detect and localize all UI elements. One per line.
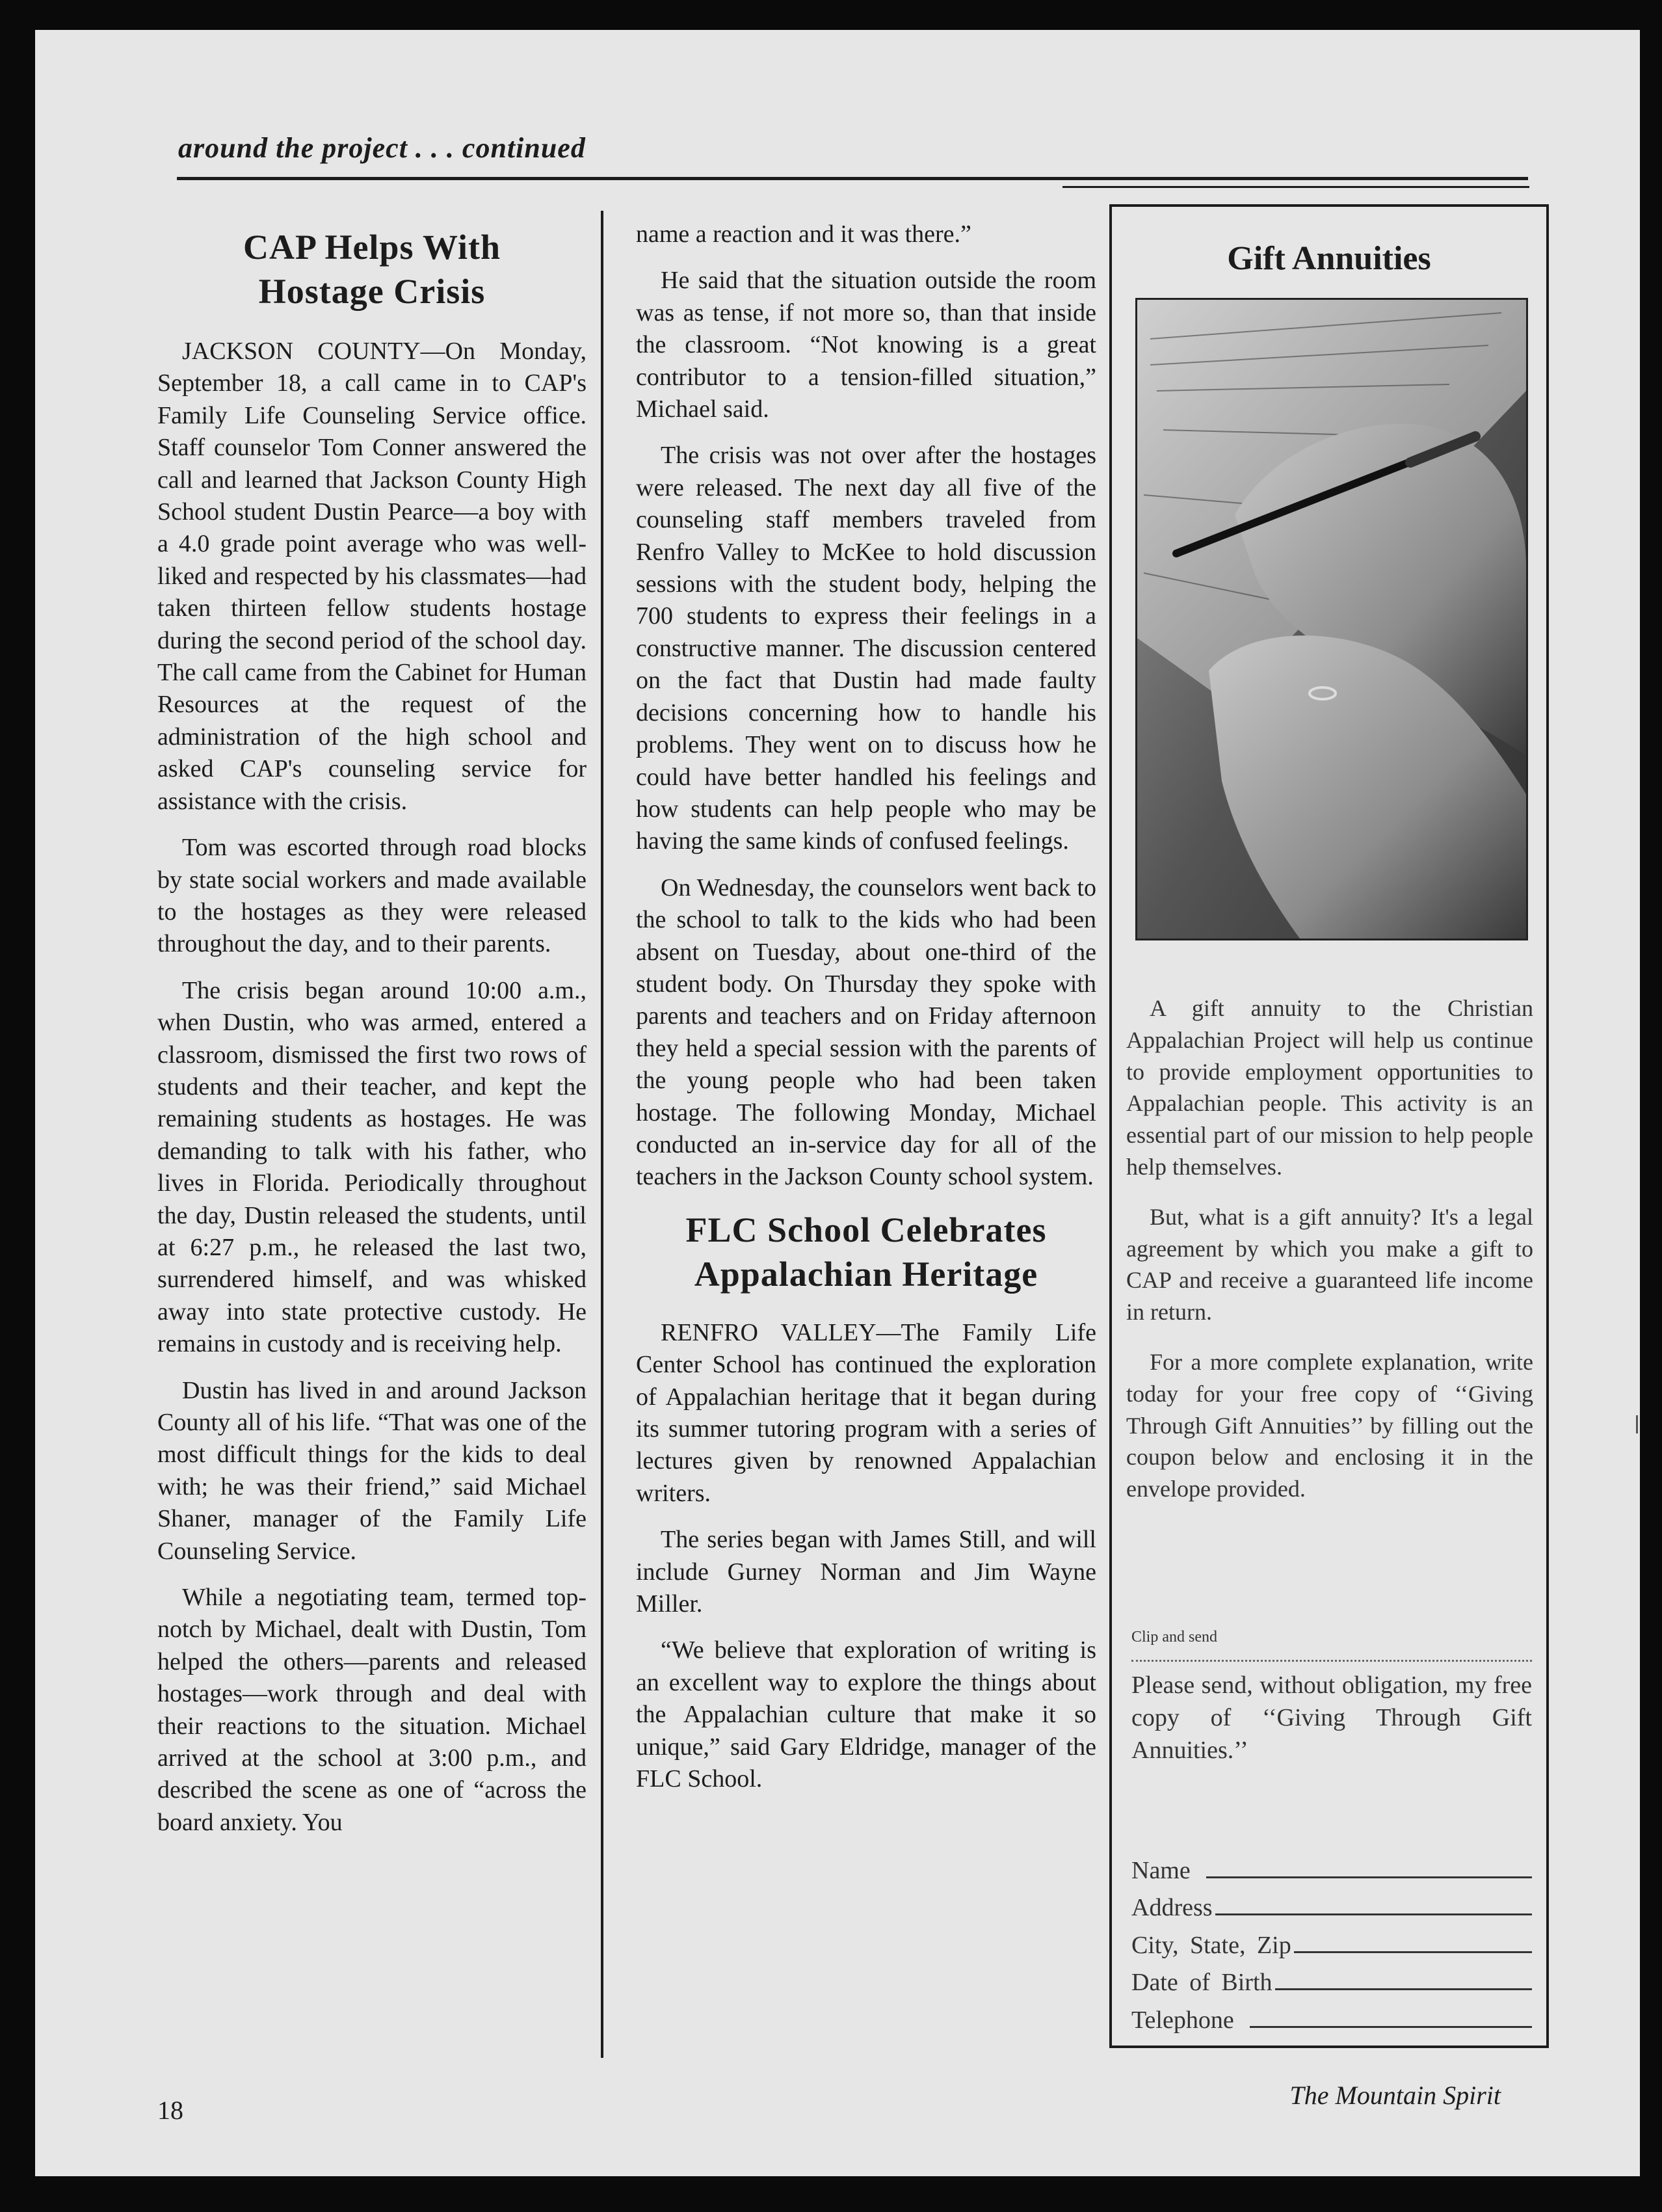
magazine-page bbox=[35, 30, 1640, 2176]
box-paragraph: For a more complete explanation, write today for your free copy of ‘‘Giving Through Gift Annuities’’ by filling out the coupon below and enclosing it in the envelope provided. bbox=[1126, 1348, 1533, 1502]
page-number: 18 bbox=[157, 2096, 183, 2125]
column-divider bbox=[601, 211, 603, 2058]
form-row-city-state-zip[interactable] bbox=[1131, 1922, 1532, 1960]
address-field-line[interactable] bbox=[1215, 1913, 1532, 1915]
photo-hand-signing-form bbox=[1135, 298, 1528, 940]
date-of-birth-field-line[interactable] bbox=[1275, 1988, 1532, 1990]
cut-line bbox=[1131, 1660, 1532, 1662]
article-paragraph: “We believe that exploration of writing is an excellent way to explore the things about the Appalachian culture that make it so unique,” said Gary Eldridge, manager of the FLC School. bbox=[636, 1636, 1096, 1793]
article-headline bbox=[636, 1208, 1096, 1296]
box-paragraph: But, what is a gift annuity? It's a legal agreement by which you make a gift to CAP and receive a guaranteed life income in return. bbox=[1126, 1203, 1533, 1326]
article-paragraph: JACKSON COUNTY—On Monday, September 18, a call came in to CAP's Family Life Counseling Service office. Staff counselor Tom Conner answered the call and learned that Jackson County High School student Dustin Pearce—a boy with a 4.0 grade point average who was well-liked and respected by his classmates—had taken thirteen fellow students hostage during the second period of the school day. The call came from the Cabinet for Human Resources at the request of the administration of the high school and asked CAP's counseling service for assistance with the crisis. bbox=[157, 338, 587, 815]
article-paragraph: Tom was escorted through road blocks by state social workers and made available to the hostages as they were released throughout the day, and to their parents. bbox=[157, 834, 587, 958]
city-state-zip-field-line[interactable] bbox=[1294, 1951, 1532, 1953]
form-row-telephone[interactable] bbox=[1131, 1997, 1532, 2034]
header-rule-secondary bbox=[1062, 186, 1529, 188]
headline-line: CAP Helps With bbox=[243, 228, 501, 267]
article-paragraph: On Wednesday, the counselors went back to the school to talk to the kids who had been absent on Tuesday, about one-third of the student body. On Thursday they spoke with parents and teachers and on Friday afternoon they held a special session with the parents of the young people who had been taken hostage. The following Monday, Michael conducted an in-service day for all of the teachers in the Jackson County school system. bbox=[636, 873, 1096, 1191]
article-paragraph: The crisis began around 10:00 a.m., when Dustin, who was armed, entered a classroom, dismissed the first two rows of students and their teacher, and kept the remaining students as hostages. He was demanding to talk with his father, who lives in Florida. Periodically throughout the day, Dustin released the students, until at 6:27 p.m., he released the last two, surrendered himself, and was whisked away into state protective custody. He remains in custody and is receiving help. bbox=[157, 976, 587, 1358]
field-label: Telephone bbox=[1131, 2006, 1234, 2034]
column-left bbox=[157, 225, 587, 1853]
box-title: Gift Annuities bbox=[1227, 240, 1431, 277]
article-paragraph: Dustin has lived in and around Jackson County all of his life. “That was one of the most difficult things for the kids to deal with; he was their friend,” said Michael Shaner, manager of the Family Life Counseling Service. bbox=[157, 1376, 587, 1565]
column-middle bbox=[636, 219, 1096, 1809]
field-label: Address bbox=[1131, 1894, 1213, 1921]
article-paragraph: RENFRO VALLEY—The Family Life Center School has continued the exploration of Appalachian heritage that it began during its summer tutoring program with a series of lectures given by renowned Appalachian writers. bbox=[636, 1318, 1096, 1507]
article-paragraph: While a negotiating team, termed top-notch by Michael, dealt with Dustin, Tom helped the others—parents and released hostages—work through and deal with their reactions to the situation. Michael arrived at the school at 3:00 p.m., and described the scene as one of “across the board anxiety. You bbox=[157, 1584, 587, 1836]
article-headline bbox=[157, 225, 587, 313]
form-row-address[interactable] bbox=[1131, 1885, 1532, 1923]
publication-name: The Mountain Spirit bbox=[1289, 2081, 1501, 2110]
header-rule bbox=[177, 177, 1528, 180]
article-paragraph: name a reaction and it was there.” bbox=[636, 220, 971, 248]
field-label: Name bbox=[1131, 1856, 1191, 1884]
clip-label: Clip and send bbox=[1131, 1629, 1217, 1646]
article-paragraph: The series began with James Still, and will include Gurney Norman and Jim Wayne Miller. bbox=[636, 1526, 1096, 1618]
headline-line: Hostage Crisis bbox=[258, 272, 486, 311]
name-field-line[interactable] bbox=[1206, 1876, 1532, 1878]
box-paragraph: A gift annuity to the Christian Appalachian Project will help us continue to provide employment opportunities to Appalachian people. This activity is an essential part of our mission to help people help themselves. bbox=[1126, 995, 1533, 1180]
article-paragraph: The crisis was not over after the hostages were released. The next day all five of the counseling staff members traveled from Renfro Valley to McKee to hold discussion sessions with the student body, helping the 700 students to express their feelings in a constructive manner. The discussion centered on the fact that Dustin had made faulty decisions concerning how to handle his problems. They went on to discuss how he could have better handled his feelings and how students can help people who may be having the same kinds of confused feelings. bbox=[636, 442, 1096, 855]
gift-annuities-box bbox=[1109, 204, 1549, 2048]
edge-mark bbox=[1636, 1415, 1638, 1433]
section-header: around the project . . . continued bbox=[178, 132, 586, 164]
telephone-field-line[interactable] bbox=[1250, 2026, 1532, 2028]
coupon-form bbox=[1131, 1847, 1532, 2034]
field-label: Date of Birth bbox=[1131, 1969, 1273, 1996]
coupon-text: Please send, without obligation, my free copy of ‘‘Giving Through Gift Annuities.’’ bbox=[1131, 1672, 1532, 1764]
headline-line: Appalachian Heritage bbox=[694, 1254, 1038, 1294]
field-label: City, State, Zip bbox=[1131, 1931, 1291, 1959]
article-paragraph: He said that the situation outside the room was as tense, if not more so, than that inside the classroom. “Not knowing is a great contributor to a tension-filled situation,” Michael said. bbox=[636, 267, 1096, 423]
box-body bbox=[1126, 993, 1533, 1523]
form-row-name[interactable] bbox=[1131, 1847, 1532, 1885]
form-row-date-of-birth[interactable] bbox=[1131, 1960, 1532, 1997]
headline-line: FLC School Celebrates bbox=[685, 1210, 1047, 1249]
